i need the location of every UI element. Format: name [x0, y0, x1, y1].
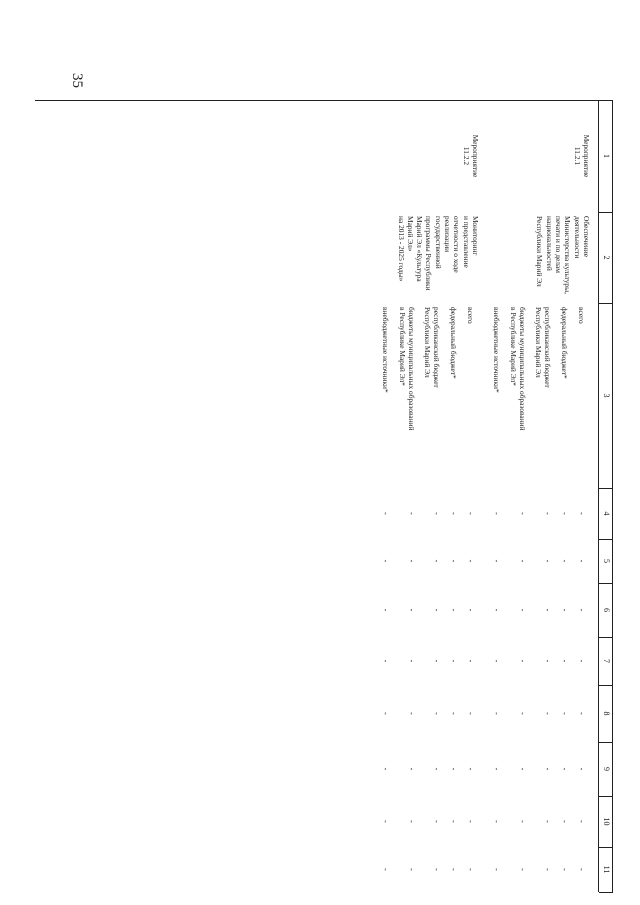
funding-value: -: [576, 659, 586, 663]
header-bottom-border: [598, 100, 599, 892]
funding-value: -: [491, 820, 501, 823]
funding-value: -: [543, 767, 553, 771]
funding-value: -: [491, 608, 501, 612]
funding-source-label: республиканский бюджет: [432, 307, 442, 388]
funding-value: -: [448, 659, 458, 663]
funding-value: -: [432, 820, 442, 823]
funding-value: -: [406, 868, 416, 871]
funding-value: -: [432, 608, 442, 612]
funding-value: -: [559, 659, 569, 663]
column-number-6: 6: [602, 608, 611, 612]
funding-source-label: всего: [576, 307, 586, 324]
funding-value: -: [559, 868, 569, 871]
page-number: 35: [69, 73, 85, 88]
funding-value: -: [517, 608, 527, 612]
event-description-line: и представление: [461, 216, 471, 268]
table-top-border: [612, 100, 613, 892]
funding-value: -: [491, 559, 501, 563]
funding-value: -: [576, 559, 586, 563]
event-description-line: Мониторинг: [471, 216, 480, 256]
funding-source-label: внебюджетные источники*: [491, 307, 501, 393]
column-number-8: 8: [602, 711, 611, 716]
funding-value: -: [559, 767, 569, 771]
column-number-3: 3: [602, 393, 611, 398]
column-number-2: 2: [602, 255, 611, 260]
funding-source-label: Республики Марий Эл: [533, 307, 543, 378]
event-description-line: реализации: [443, 216, 453, 253]
funding-value: -: [406, 559, 416, 563]
column-number-10: 10: [602, 817, 611, 826]
funding-value: -: [380, 868, 390, 871]
funding-source-label: Республики Марий Эл: [422, 307, 432, 378]
funding-value: -: [380, 512, 390, 515]
funding-value: -: [543, 512, 553, 515]
funding-value: -: [380, 767, 390, 771]
event-label: Мероприятие: [582, 134, 591, 178]
funding-value: -: [576, 712, 586, 715]
funding-value: -: [491, 767, 501, 771]
funding-value: -: [406, 820, 416, 823]
funding-value: -: [576, 608, 586, 612]
funding-source-label: республиканский бюджет: [543, 307, 553, 388]
funding-source-label: федеральный бюджет*: [448, 307, 458, 379]
funding-value: -: [406, 659, 416, 663]
funding-value: -: [517, 559, 527, 563]
funding-value: -: [380, 659, 390, 663]
column-number-9: 9: [602, 767, 611, 771]
funding-value: -: [543, 820, 553, 823]
event-description-line: государственной: [433, 216, 443, 269]
event-description-line: Марий Эл»: [405, 216, 415, 252]
funding-value: -: [406, 608, 416, 612]
funding-value: -: [543, 659, 553, 663]
funding-source-label: бюджеты муниципальных образований: [517, 307, 527, 431]
funding-value: -: [543, 559, 553, 563]
funding-value: -: [406, 712, 416, 715]
funding-source-label: всего: [465, 307, 475, 324]
event-description-line: Республики Марий Эл: [535, 216, 545, 287]
funding-value: -: [465, 712, 475, 715]
event-label: 11.2.2: [461, 146, 471, 166]
funding-value: -: [465, 868, 475, 871]
funding-value: -: [465, 608, 475, 612]
event-description-line: печати и по делам: [554, 216, 564, 273]
funding-value: -: [432, 512, 442, 515]
funding-value: -: [448, 868, 458, 871]
funding-value: -: [448, 767, 458, 771]
funding-value: -: [559, 608, 569, 612]
event-description-line: программы Республики: [424, 216, 434, 291]
funding-value: -: [432, 712, 442, 715]
funding-value: -: [380, 820, 390, 823]
funding-source-label: внебюджетные источники*: [380, 307, 390, 393]
funding-value: -: [491, 512, 501, 515]
funding-value: -: [517, 868, 527, 871]
funding-source-label: в Республике Марий Эл*: [397, 307, 407, 386]
funding-source-label: в Республике Марий Эл*: [508, 307, 518, 386]
table-left-border: [35, 100, 613, 101]
funding-value: -: [448, 512, 458, 515]
funding-value: -: [559, 559, 569, 563]
funding-source-label: федеральный бюджет*: [559, 307, 569, 379]
funding-value: -: [517, 820, 527, 823]
event-description-line: Марий Эл «Культура: [415, 216, 425, 282]
funding-value: -: [448, 608, 458, 612]
column-number-7: 7: [602, 659, 611, 663]
funding-value: -: [517, 767, 527, 771]
funding-value: -: [465, 767, 475, 771]
event-description-line: Обеспечение: [582, 216, 591, 257]
column-number-11: 11: [602, 865, 611, 874]
funding-value: -: [465, 559, 475, 563]
funding-value: -: [491, 868, 501, 871]
funding-value: -: [380, 608, 390, 612]
event-description-line: отчетности о ходе: [452, 216, 462, 273]
funding-value: -: [543, 608, 553, 612]
funding-value: -: [380, 559, 390, 563]
event-description-line: национальностей: [544, 216, 554, 271]
funding-value: -: [576, 512, 586, 515]
column-number-4: 4: [602, 511, 611, 516]
funding-value: -: [465, 512, 475, 515]
funding-value: -: [406, 767, 416, 771]
event-description-line: Министерства культуры,: [563, 216, 573, 294]
funding-value: -: [432, 868, 442, 871]
funding-value: -: [576, 868, 586, 871]
funding-value: -: [465, 820, 475, 823]
event-description-line: деятельности: [572, 216, 582, 259]
funding-value: -: [491, 712, 501, 715]
funding-value: -: [517, 659, 527, 663]
event-label: Мероприятие: [471, 134, 480, 178]
funding-value: -: [543, 868, 553, 871]
funding-value: -: [559, 820, 569, 823]
event-description-line: на 2013 - 2025 годы»: [396, 216, 406, 282]
funding-value: -: [448, 559, 458, 563]
funding-value: -: [517, 512, 527, 515]
funding-value: -: [559, 512, 569, 515]
funding-source-label: бюджеты муниципальных образований: [406, 307, 416, 431]
funding-value: -: [448, 712, 458, 715]
funding-value: -: [559, 712, 569, 715]
column-number-5: 5: [602, 559, 611, 563]
funding-value: -: [576, 820, 586, 823]
funding-value: -: [465, 659, 475, 663]
funding-value: -: [432, 659, 442, 663]
column-divider: [599, 892, 613, 893]
funding-value: -: [517, 712, 527, 715]
funding-value: -: [543, 712, 553, 715]
column-number-1: 1: [602, 154, 611, 158]
funding-value: -: [448, 820, 458, 823]
event-label: 11.2.1: [572, 146, 582, 166]
funding-value: -: [432, 767, 442, 771]
funding-value: -: [380, 712, 390, 715]
funding-value: -: [491, 659, 501, 663]
funding-value: -: [576, 767, 586, 771]
funding-value: -: [432, 559, 442, 563]
funding-value: -: [406, 512, 416, 515]
